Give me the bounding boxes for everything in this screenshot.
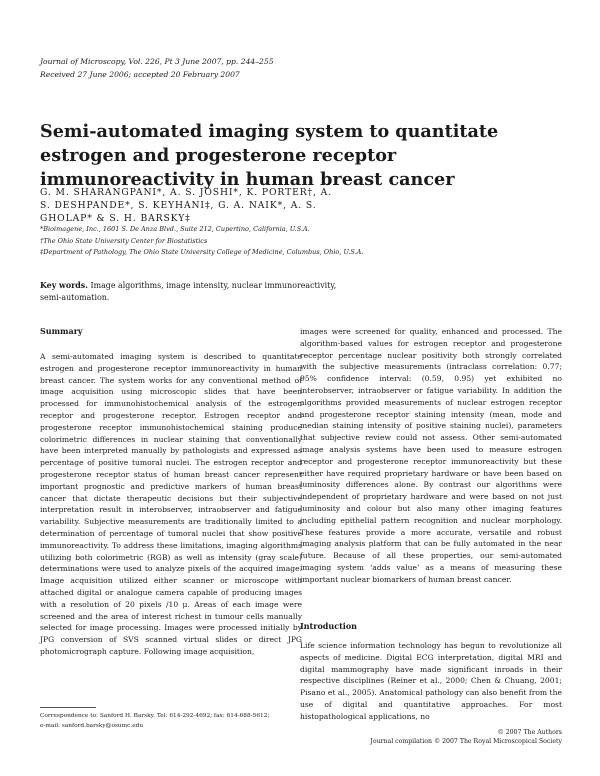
journal-citation: Journal of Microscopy, Vol. 226, Pt 3 June 2007, pp. 244–255: [40, 57, 274, 66]
introduction-column: [300, 640, 562, 723]
keywords-text: Image algorithms, image intensity, nuclear immunoreactivity, semi-automation.: [40, 281, 337, 302]
correspondence: [40, 712, 302, 731]
affiliation-3: ‡Department of Pathology, The Ohio State University College of Medicine, Columbus, Ohio, U.S.A.: [40, 248, 364, 256]
introduction-heading: Introduction: [300, 621, 357, 631]
summary-column: [40, 351, 302, 658]
paper-title: Semi-automated imaging system to quantitate estrogen and progesterone receptor immunoreactivity in human breast cancer: [40, 121, 499, 190]
summary-heading: Summary: [40, 326, 83, 336]
keywords-label: Key words.: [40, 281, 88, 290]
affiliation-1: *Bioimagene, Inc., 1601 S. De Anza Blvd., Suite 212, Cupertino, California, U.S.A.: [40, 225, 310, 233]
keywords: [40, 280, 340, 304]
footer-copyright: © 2007 The Authors: [497, 729, 562, 736]
summary-continued-text: images were screened for quality, enhanced and processed. The algorithm-based values for estrogen receptor and progesterone receptor percentage nuclear positivity both strongly correlated with the subjective measurements (intraclass correlation: 0.77; 95% confidence interval: (0.59, 0.95) yet exhibited no interobserver, intraobserver or fatigue variability. In addition the algorithms provided measurements of nuclear estrogen receptor and progesterone receptor staining intensity (mean, mode and median staining intensity of positive staining nuclei), parameters that subjective review could not assess. Other semi-automated image analysis systems have been used to measure estrogen receptor and progesterone receptor immunoreactivity but these either have required proprietary hardware or have been based on luminosity differences alone. By contrast our algorithms were independent of proprietary hardware and were based on not just luminosity and colour but also many other imaging features including epithelial pattern recognition and nuclear morphology. These features provide a more accurate, versatile and robust imaging analysis platform that can be fully automated in the near future. Because of all these properties, our semi-automated imaging system ‘adds value’ as a means of measuring these important nuclear biomarkers of human breast cancer.: [300, 327, 562, 584]
affiliations: [40, 224, 460, 259]
page-footer: [300, 728, 562, 746]
correspondence-email: e-mail: sanford.barsky@osumc.edu: [40, 722, 144, 729]
received-dates: Received 27 June 2006; accepted 20 February 2007: [40, 70, 240, 79]
affiliation-2: †The Ohio State University Center for Biostatistics: [40, 236, 208, 245]
author-list: G. M. SHARANGPANI*, A. S. JOSHI*, K. PORTER†, A. S. DESHPANDE*, S. KEYHANI‡, G. A. NAIK*, A. S. GHOLAP* & S. H. BARSKY‡: [40, 187, 333, 224]
journal-meta: [40, 55, 440, 81]
introduction-text: Life science information technology has begun to revolutionize all aspects of medicine. Digital ECG interpretation, digital MRI and digital mammography have made significant inroads in their respective disciplines (Reiner et al., 2000; Chen & Chuang, 2001; Pisano et al., 2005). Anatomical pathology can also benefit from the use of digital and quantitative approaches. For most histopathological applications, no: [300, 641, 562, 721]
summary-text: A semi-automated imaging system is described to quantitate estrogen and progesterone receptor immunoreactivity in human breast cancer. The system works for any conventional method of image acquisition using microscopic slides that have been processed for immunohistochemical analysis of the estrogen receptor and progesterone receptor. Estrogen receptor and progesterone receptor immunohistochemical staining produce colorimetric differences in nuclear staining that conventionally have been interpreted manually by pathologists and expressed as percentage of positive tumoral nuclei. The estrogen receptor and progesterone receptor status of human breast cancer represent important prognostic and predictive markers of human breast cancer that dictate therapeutic decisions but their subjective interpretation result in interobserver, intraobserver and fatigue variability. Subjective measurements are traditionally limited to a determination of percentage of tumoral nuclei that show positive immunoreactivity. To address these limitations, imaging algorithms utilizing both colorimetric (RGB) as well as intensity (gray scale) determinations were used to analyze pixels of the acquired image. Image acquisition utilized either scanner or microscope with attached digital or analogue camera capable of producing images with a resolution of 20 pixels /10 μ. Areas of each image were screened and the area of interest richest in tumour cells manually selected for image processing. Images were processed initially by JPG conversion of SVS scanned virtual slides or direct JPG photomicrograph capture. Following image acquisition,: [40, 352, 302, 656]
footnote-divider: [40, 707, 96, 708]
right-column: [300, 326, 562, 586]
footer-compilation: Journal compilation © 2007 The Royal Microscopical Society: [370, 738, 562, 745]
correspondence-contact: Correspondence to: Sanford H. Barsky. Tel: 614-292-4692; fax: 614-688-5612;: [40, 713, 270, 719]
